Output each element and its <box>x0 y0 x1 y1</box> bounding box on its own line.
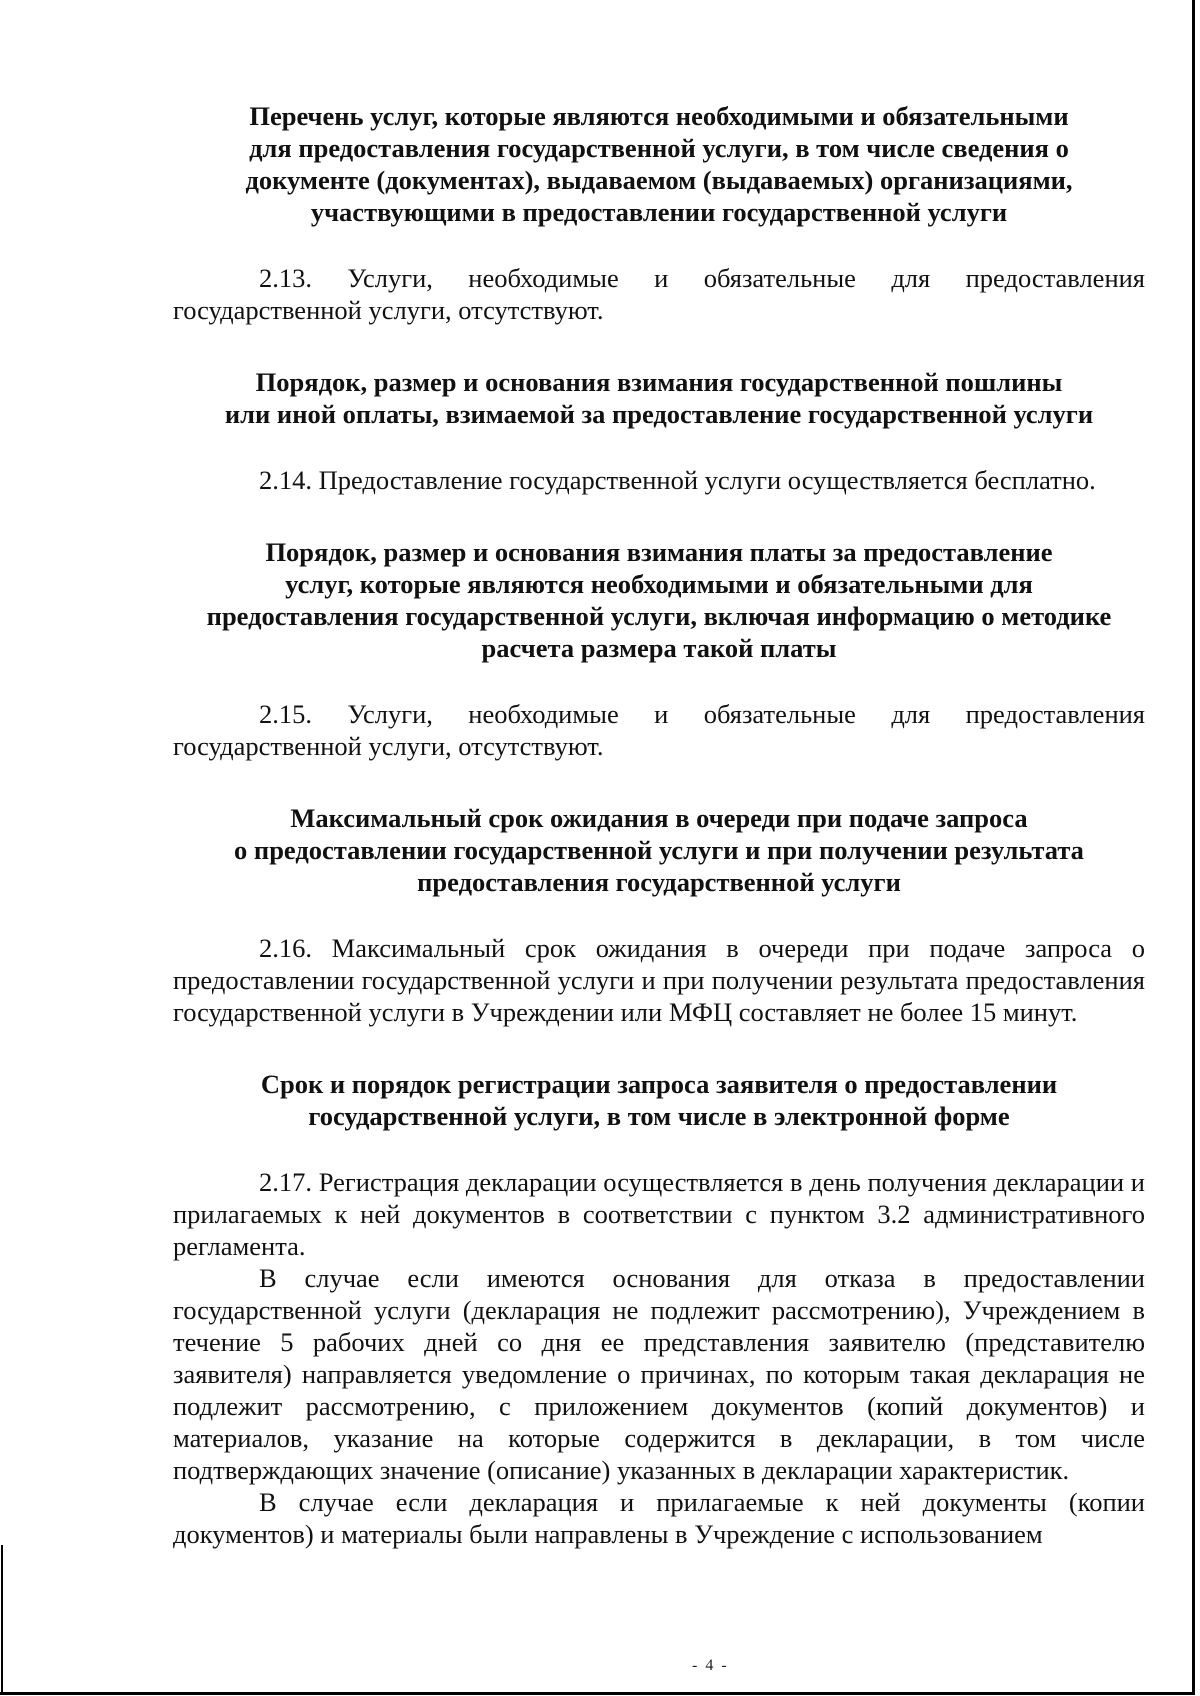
paragraph-2-14: 2.14. Предоставление государственной услуги осуществляется бесплатно. <box>259 465 1096 495</box>
heading-line: о предоставлении государственной услуги и при получении результата <box>234 835 1084 865</box>
paragraph-2-17: 2.17. Регистрация декларации осуществляется в день получения декларации и прилагаемых к ней документов в соответствии с пунктом 3.2 административного регламента. <box>173 1167 1145 1261</box>
heading-line: предоставления государственной услуги <box>417 867 901 897</box>
page-border-right <box>1192 0 1195 1692</box>
section-heading <box>173 802 1145 898</box>
heading-line: или иной оплаты, взимаемой за предоставление государственной услуги <box>224 399 1094 429</box>
heading-line: услуг, которые являются необходимыми и обязательными для <box>285 569 1033 599</box>
paragraph-2-16: 2.16. Максимальный срок ожидания в очереди при подаче запроса о предоставлении государственной услуги и при получении результата предоставления государственной услуги в Учреждении или МФЦ составляет не более 15 минут. <box>173 933 1145 1027</box>
paragraph-refusal: В случае если имеются основания для отказа в предоставлении государственной услуги (декларация не подлежит рассмотрению), Учреждением в течение 5 рабочих дней со дня ее представления заявителю (представителю заявителя) направляется уведомление о причинах, по которым такая декларация не подлежит рассмотрению, с приложением документов (копий документов) и материалов, указание на которые содержится в декларации, в том числе подтверждающих значение (описание) указанных в декларации характеристик. <box>173 1263 1145 1485</box>
document-body <box>173 100 1145 1550</box>
paragraph-electronic: В случае если декларация и прилагаемые к ней документы (копии документов) и материалы были направлены в Учреждение с использованием <box>173 1487 1145 1549</box>
heading-line: Срок и порядок регистрации запроса заявителя о предоставлении <box>260 1069 1058 1099</box>
heading-line: Порядок, размер и основания взимания платы за предоставление <box>265 537 1053 567</box>
paragraph-2-15: 2.15. Услуги, необходимые и обязательные для предоставления государственной услуги, отсутствуют. <box>173 699 1145 761</box>
section-2-16 <box>173 802 1145 1028</box>
section-heading <box>173 536 1145 664</box>
heading-line: Порядок, размер и основания взимания государственной пошлины <box>255 367 1063 397</box>
heading-line: государственной услуги, в том числе в электронной форме <box>308 1101 1010 1131</box>
heading-line: Перечень услуг, которые являются необходимыми и обязательными <box>249 101 1069 131</box>
paragraph-2-13: 2.13. Услуги, необходимые и обязательные для предоставления государственной услуги, отсутствуют. <box>173 263 1145 325</box>
section-2-14 <box>173 366 1145 496</box>
heading-line: расчета размера такой платы <box>481 633 837 663</box>
section-2-17 <box>173 1068 1145 1550</box>
heading-line: Максимальный срок ожидания в очереди при подаче запроса <box>290 803 1028 833</box>
page-border-left-mark <box>1 1545 3 1693</box>
section-heading <box>173 1068 1145 1132</box>
section-2-13 <box>173 100 1145 326</box>
section-heading <box>173 366 1145 430</box>
page-border-bottom <box>0 1692 1195 1695</box>
heading-line: для предоставления государственной услуги, в том числе сведения о <box>249 133 1069 163</box>
section-2-15 <box>173 536 1145 762</box>
heading-line: участвующими в предоставлении государственной услуги <box>310 197 1008 227</box>
heading-line: предоставления государственной услуги, включая информацию о методике <box>206 601 1112 631</box>
section-heading <box>173 100 1145 228</box>
page-number: - 4 - <box>692 1657 729 1674</box>
heading-line: документе (документах), выдаваемом (выдаваемых) организациями, <box>245 165 1073 195</box>
